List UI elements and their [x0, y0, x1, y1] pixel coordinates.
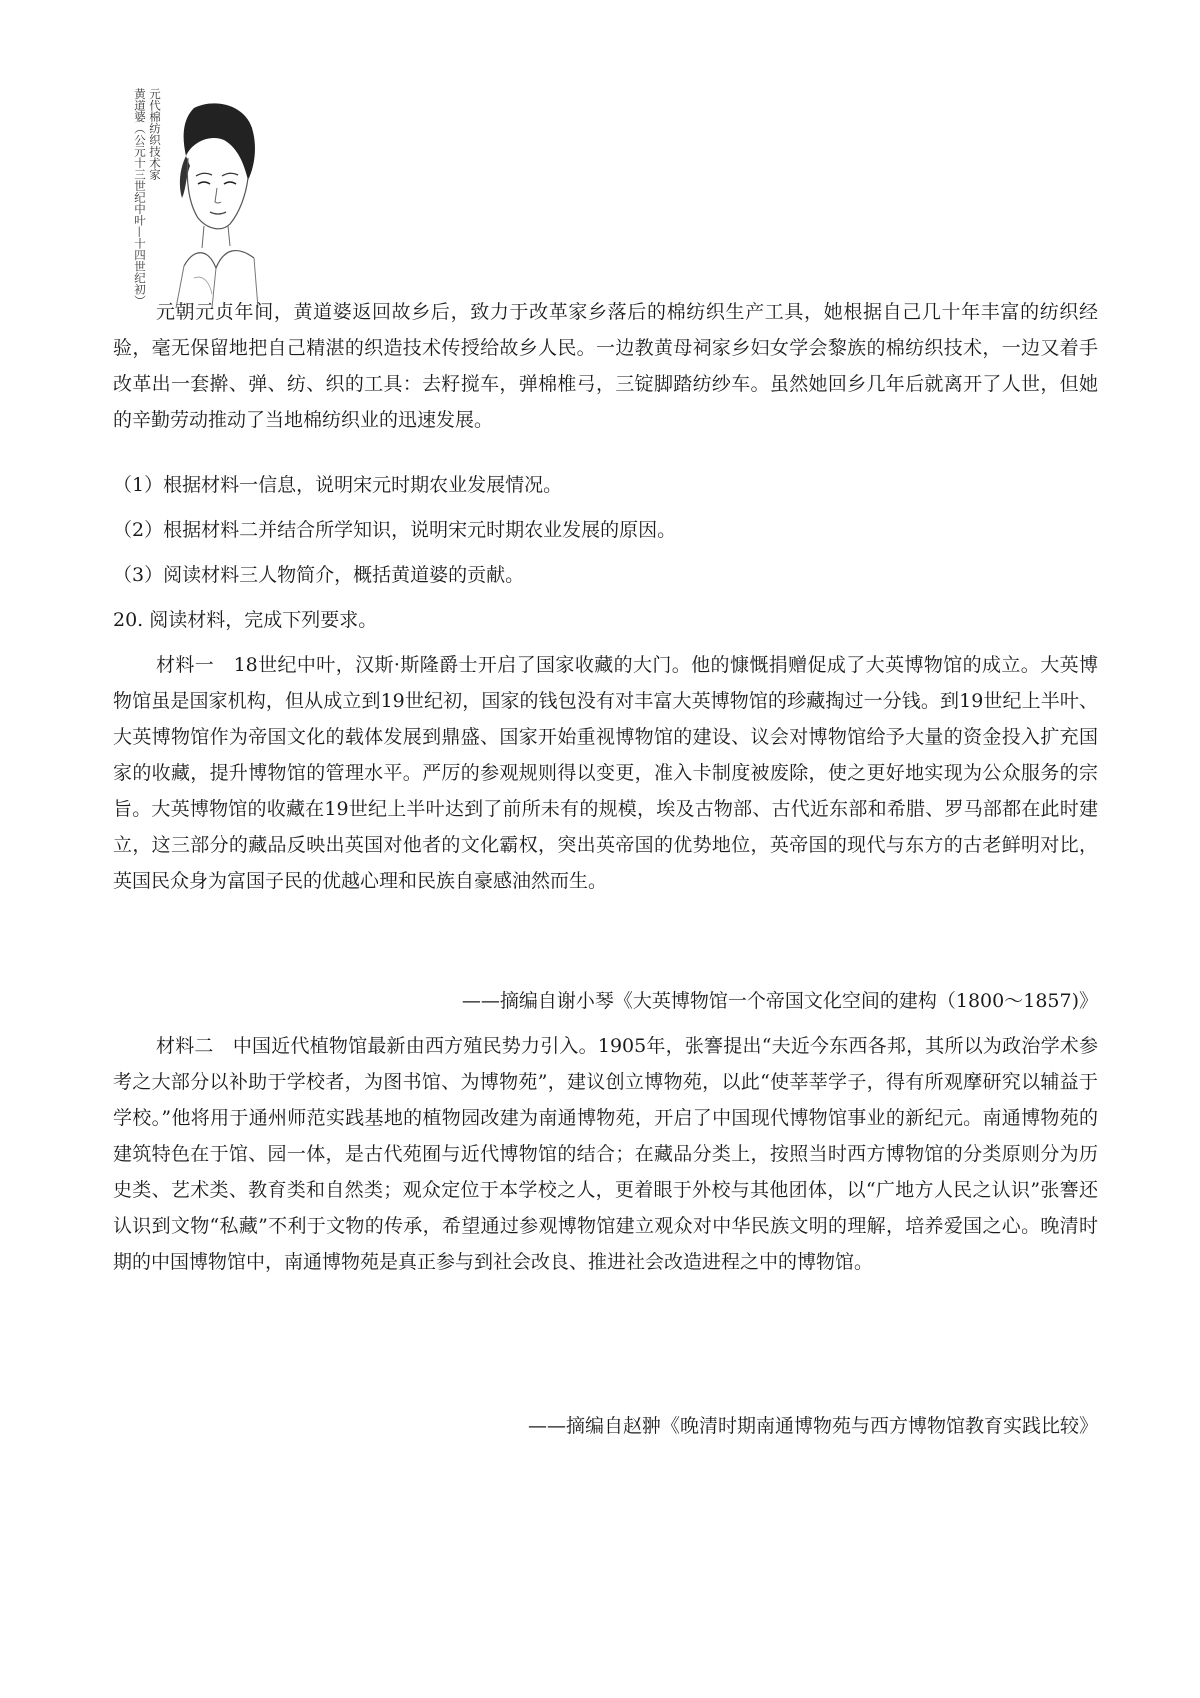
question-3: （3）阅读材料三人物简介，概括黄道婆的贡献。 — [113, 564, 525, 586]
portrait-figure — [128, 88, 260, 310]
portrait-caption-title: 元代棉纺织技术家 — [148, 88, 162, 180]
q20-source1: ——摘编自谢小琴《大英博物馆一个帝国文化空间的建构（1800～1857)》 — [461, 990, 1098, 1012]
q20-material2: 材料二 中国近代植物馆最新由西方殖民势力引入。1905年，张謇提出“夫近今东西各邦，其所以为政治学术参考之大部分以补助于学校者，为图书馆、为博物苑”，建议创立博物苑，以此“使莘莘学子，得有所观摩研究以辅益于学校。”他将用于通州师范实践基地的植物园改建为南通博物苑，开启了中国现代博物馆事业的新纪元。南通博物苑的建筑特色在于馆、园一体，是古代苑囿与近代博物馆的结合；在藏品分类上，按照当时西方博物馆的分类原则分为历史类、艺术类、教育类和自然类；观众定位于本学校之人，更着眼于外校与其他团体，以“广地方人民之认识”张謇还认识到文物“私藏”不利于文物的传承，希望通过参观博物馆建立观众对中华民族文明的理解，培养爱国之心。晚清时期的中国博物馆中，南通博物苑是真正参与到社会改良、推进社会改造进程之中的博物馆。 — [113, 1035, 1098, 1273]
q20-material1: 材料一 18世纪中叶，汉斯·斯隆爵士开启了国家收藏的大门。他的慷慨捐赠促成了大英博物馆的成立。大英博物馆虽是国家机构，但从成立到19世纪初，国家的钱包没有对丰富大英博物馆的珍藏掏过一分钱。到19世纪上半叶、大英博物馆作为帝国文化的载体发展到鼎盛、国家开始重视博物馆的建设、议会对博物馆给予大量的资金投入扩充国家的收藏，提升博物馆的管理水平。严厉的参观规则得以变更，准入卡制度被废除，使之更好地实现为公众服务的宗旨。大英博物馆的收藏在19世纪上半叶达到了前所未有的规模，埃及古物部、古代近东部和希腊、罗马部都在此时建立，这三部分的藏品反映出英国对他者的文化霸权，突出英帝国的优势地位，英帝国的现代与东方的古老鲜明对比，英国民众身为富国子民的优越心理和民族自豪感油然而生。 — [113, 654, 1098, 892]
q20-source2: ——摘编自赵翀《晚清时期南通博物苑与西方博物馆教育实践比较》 — [527, 1415, 1098, 1437]
material3-paragraph: 元朝元贞年间，黄道婆返回故乡后，致力于改革家乡落后的棉纺织生产工具，她根据自己几十年丰富的纺织经验，毫无保留地把自己精湛的织造技术传授给故乡人民。一边教黄母祠家乡妇女学会黎族的棉纺织技术，一边又着手改革出一套擀、弹、纺、织的工具：去籽搅车，弹棉椎弓，三锭脚踏纺纱车。虽然她回乡几年后就离开了人世，但她的辛勤劳动推动了当地棉纺织业的迅速发展。 — [113, 301, 1098, 431]
question-2: （2）根据材料二并结合所学知识，说明宋元时期农业发展的原因。 — [113, 519, 677, 541]
portrait-caption-name: 黄道婆（公元十三世纪中叶—十四世纪初） — [133, 88, 147, 307]
question-1: （1）根据材料一信息，说明宋元时期农业发展情况。 — [113, 474, 563, 496]
huang-daopo-portrait — [164, 98, 260, 310]
question-20-title: 20. 阅读材料，完成下列要求。 — [113, 609, 378, 631]
